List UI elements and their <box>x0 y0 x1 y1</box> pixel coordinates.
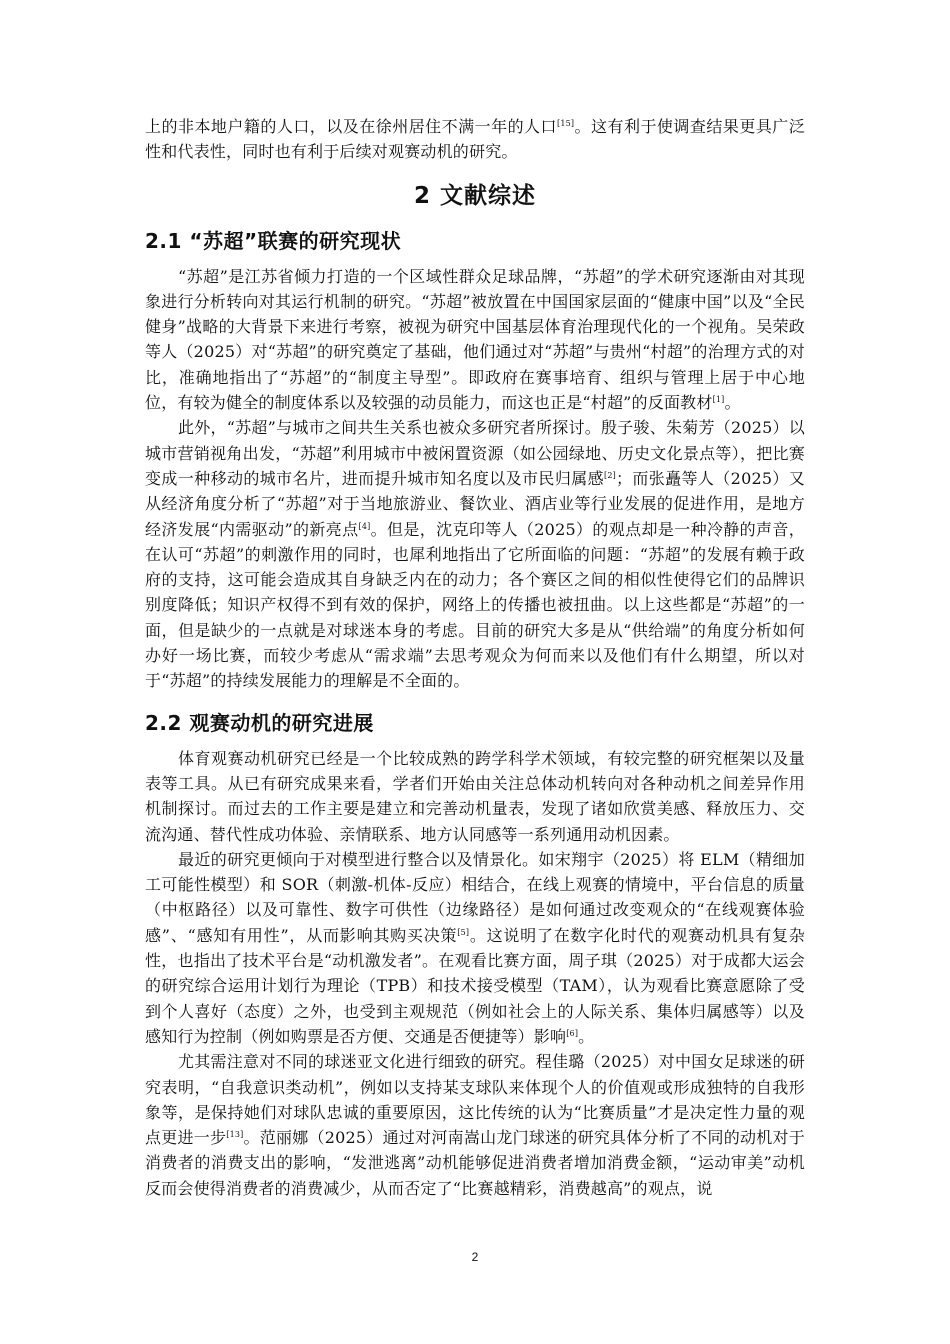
paragraph <box>145 1049 805 1201</box>
paragraph-text: 。但是，沈克印等人（2025）的观点却是一种冷静的声音，在认可“苏超”的刺激作用的同时，也犀利地指出了它所面临的问题：“苏超”的发展有赖于政府的支持，这可能会造成其自身缺乏内在的动力；各个赛区之间的相似性使得它们的品牌识别度降低；知识产权得不到有效的保护，网络上的传播也被扭曲。以上这些都是“苏超”的一面，但是缺少的一点就是对球迷本身的考虑。目前的研究大多是从“供给端”的角度分析如何办好一场比赛，而较少考虑从“需求端”去思考观众为何而来以及他们有什么期望，所以对于“苏超”的持续发展能力的理解是不全面的。 <box>145 519 805 691</box>
intro-text: 上的非本地户籍的人口，以及在徐州居住不满一年的人口 <box>145 117 558 136</box>
paragraph <box>145 415 805 693</box>
paragraph-text: 尤其需注意对不同的球迷亚文化进行细致的研究。程佳璐（2025）对中国女足球迷的研究表明，“自我意识类动机”，例如以支持某支球队来体现个人的价值观或形成独特的自我形象等，是保持她们对球队忠诚的重要原因，这比传统的认为“比赛质量”才是决定性力量的观点更进一步 <box>145 1052 805 1148</box>
intro-tail: 。这有利于使调查结果更具广泛性和代表性，同时也有利于后续对观赛动机的研究。 <box>145 117 805 162</box>
paragraph <box>145 847 805 1049</box>
section-title-2-1: 2.1 “苏超”联赛的研究现状 <box>145 228 402 253</box>
intro-paragraph <box>145 114 805 165</box>
paragraph-text: 。 <box>578 1026 595 1046</box>
page-number: 2 <box>471 1250 479 1264</box>
citation: [1] <box>712 395 725 405</box>
paragraph-text: 最近的研究更倾向于对模型进行整合以及情景化。如宋翔宇（2025）将 ELM（精细加工可能性模型）和 SOR（刺激-机体-反应）相结合，在线上观赛的情境中，平台信息的质量（中枢路径）以及可靠性、数字可供性（边缘路径）是如何通过改变观众的“在线观赛体验感”、“感知有用性”，从而影响其购买决策 <box>145 849 805 945</box>
paragraph <box>145 264 805 416</box>
paragraph-text: 。范丽娜（2025）通过对河南嵩山龙门球迷的研究具体分析了不同的动机对于消费者的消费支出的影响，“发泄逃离”动机能够促进消费者增加消费金额，“运动审美”动机反而会使得消费者的消费减少，从而否定了“比赛越精彩，消费越高”的观点，说 <box>145 1128 805 1198</box>
page-content <box>145 114 805 1201</box>
paragraph <box>145 746 805 847</box>
paragraph-text: “苏超”是江苏省倾力打造的一个区域性群众足球品牌，“苏超”的学术研究逐渐由对其现象进行分析转向对其运行机制的研究。“苏超”被放置在中国国家层面的“健康中国”以及“全民健身”战略的大背景下来进行考察，被视为研究中国基层体育治理现代化的一个视角。吴荣政等人（2025）对“苏超”的研究奠定了基础，他们通过对“苏超”与贵州“村超”的治理方式的对比，准确地指出了“苏超”的“制度主导型”。即政府在赛事培育、组织与管理上居于中心地位，有较为健全的制度体系以及较强的动员能力，而这也正是“村超”的反面教材 <box>145 266 805 413</box>
citation: [5] <box>457 927 470 937</box>
citation: [6] <box>566 1028 579 1038</box>
paragraph-text: 。 <box>724 393 741 413</box>
section-title-2-2: 2.2 观赛动机的研究进展 <box>145 710 374 735</box>
chapter-title: 2 文献综述 <box>413 182 536 209</box>
citation: [13] <box>226 1130 244 1140</box>
citation: [2] <box>604 470 616 480</box>
paragraph-text: ；而张矗等人（2025）又从经济角度分析了“苏超”对于当地旅游业、餐饮业、酒店业等行业发展的促进作用，是地方经济发展“内需驱动”的新亮点 <box>145 468 805 539</box>
paragraph-text: 此外，“苏超”与城市之间共生关系也被众多研究者所探讨。殷子骏、朱菊芳（2025）以城市营销视角出发，“苏超”利用城市中被闲置资源（如公园绿地、历史文化景点等），把比赛变成一种移动的城市名片，进而提升城市知名度以及市民归属感 <box>145 418 805 488</box>
citation: [4] <box>358 521 371 531</box>
paragraph-text: 。这说明了在数字化时代的观赛动机具有复杂性，也指出了技术平台是“动机激发者”。在观看比赛方面，周子琪（2025）对于成都大运会的研究综合运用计划行为理论（TPB）和技术接受模型（TAM），认为观看比赛意愿除了受到个人喜好（态度）之外，也受到主观规范（例如社会上的人际关系、集体归属感等）以及感知行为控制（例如购票是否方便、交通是否便捷等）影响 <box>145 925 805 1046</box>
paragraph-text: 体育观赛动机研究已经是一个比较成熟的跨学科学术领域，有较完整的研究框架以及量表等工具。从已有研究成果来看，学者们开始由关注总体动机转向对各种动机之间差异作用机制探讨。而过去的工作主要是建立和完善动机量表，发现了诸如欣赏美感、释放压力、交流沟通、替代性成功体验、亲情联系、地方认同感等一系列通用动机因素。 <box>145 748 805 844</box>
citation: [15] <box>557 119 575 128</box>
